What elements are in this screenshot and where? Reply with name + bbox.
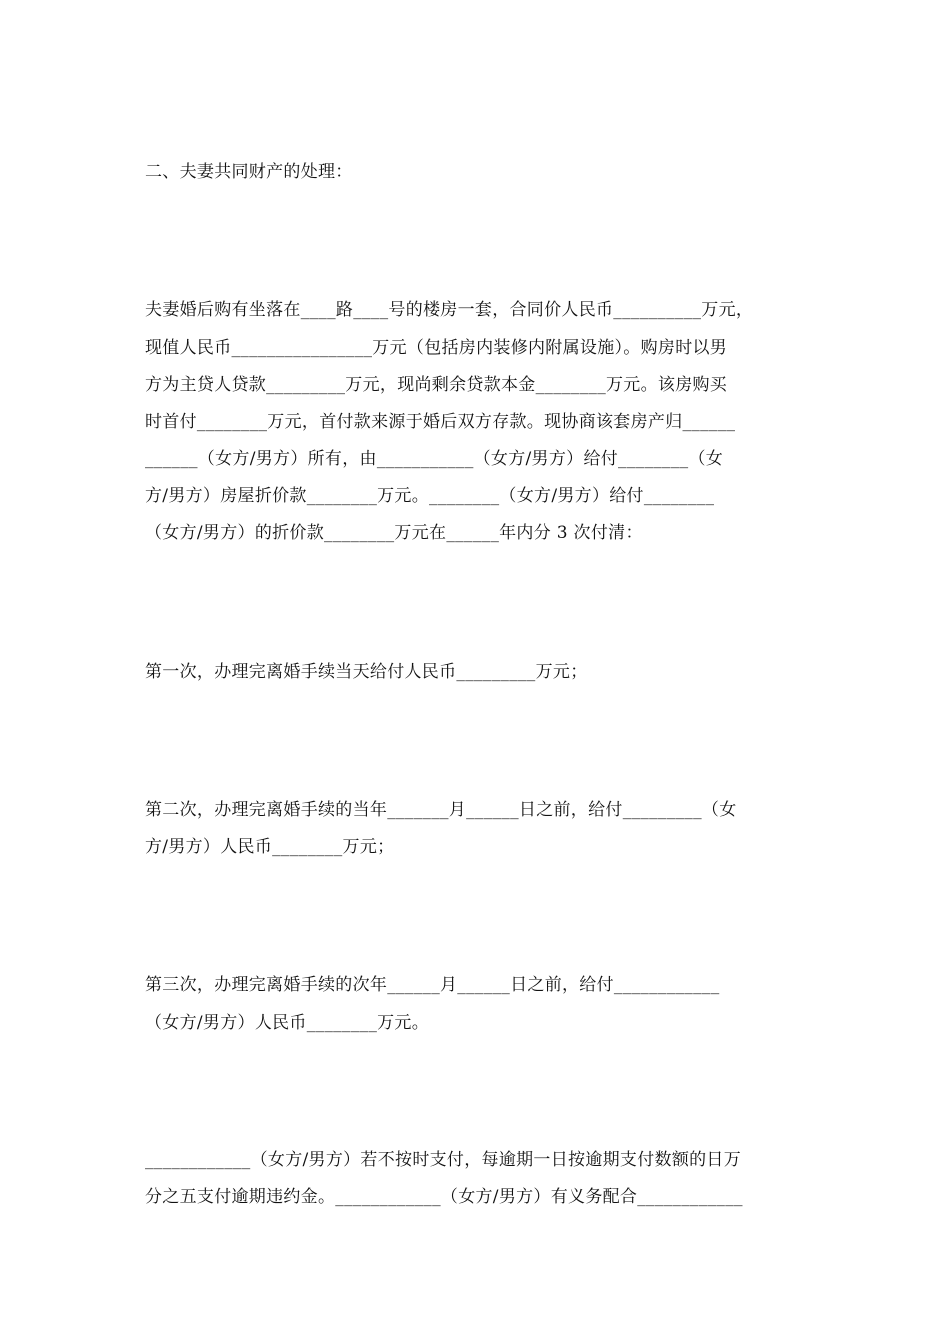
- second-payment-line-2: 方/男方）人民币________万元；: [145, 837, 395, 857]
- third-payment-line-1: 第三次，办理完离婚手续的次年______月______日之前，给付____________: [145, 975, 720, 995]
- house-paragraph-line-2: 现值人民币________________万元（包括房内装修内附属设施）。购房时以男: [145, 338, 728, 358]
- house-paragraph-line-6: 方/男方）房屋折价款________万元。________（女方/男方）给付________: [145, 486, 715, 506]
- first-payment-line: 第一次，办理完离婚手续当天给付人民币_________万元；: [145, 662, 588, 682]
- house-paragraph-line-4: 时首付________万元，首付款来源于婚后双方存款。现协商该套房产归______: [145, 412, 736, 432]
- section-heading: 二、夫妻共同财产的处理：: [145, 162, 353, 182]
- house-paragraph-line-7: （女方/男方）的折价款________万元在______年内分 3 次付清：: [145, 523, 643, 543]
- penalty-paragraph-line-1: ____________（女方/男方）若不按时支付，每逾期一日按逾期支付数额的日万: [145, 1150, 742, 1170]
- third-payment-line-2: （女方/男方）人民币________万元。: [145, 1013, 430, 1033]
- second-payment-line-1: 第二次，办理完离婚手续的当年_______月______日之前，给付_________（女: [145, 800, 737, 820]
- house-paragraph-line-1: 夫妻婚后购有坐落在____路____号的楼房一套，合同价人民币__________万元，: [145, 300, 754, 320]
- house-paragraph-line-3: 方为主贷人贷款_________万元，现尚剩余贷款本金________万元。该房购买: [145, 375, 728, 395]
- penalty-paragraph-line-2: 分之五支付逾期违约金。____________（女方/男方）有义务配合____________: [145, 1187, 743, 1207]
- house-paragraph-line-5: ______（女方/男方）所有，由___________（女方/男方）给付________（女: [145, 449, 724, 469]
